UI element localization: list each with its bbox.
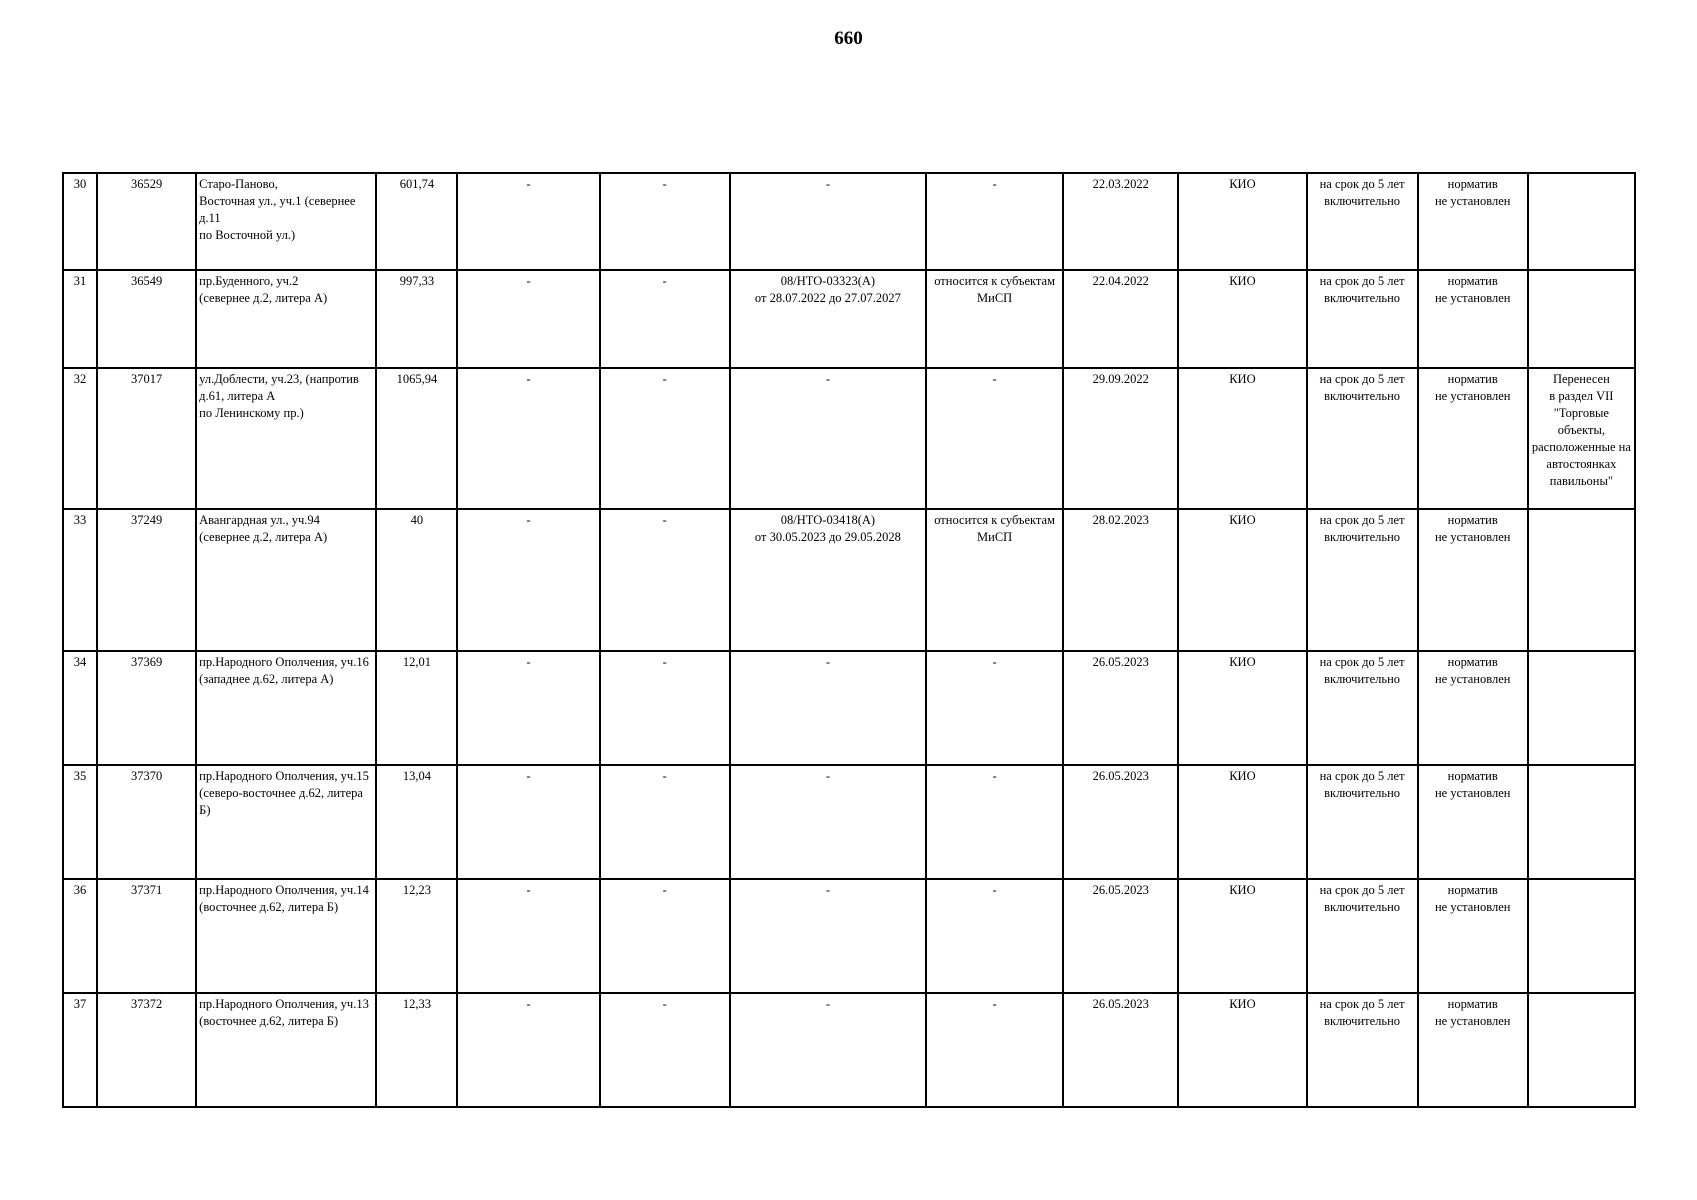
term-cell: на срок до 5 лет включительно bbox=[1307, 993, 1418, 1107]
term-cell: на срок до 5 лет включительно bbox=[1307, 270, 1418, 368]
term-cell: на срок до 5 лет включительно bbox=[1307, 509, 1418, 651]
date-cell: 22.04.2022 bbox=[1063, 270, 1178, 368]
object-id: 36549 bbox=[97, 270, 196, 368]
row-number: 30 bbox=[63, 173, 97, 270]
note-cell: Перенесен в раздел VII "Торговые объекты, расположенные на автостоянках павильоны" bbox=[1528, 368, 1635, 509]
column-5-cell: - bbox=[457, 173, 599, 270]
table-row bbox=[63, 368, 1635, 509]
note-cell bbox=[1528, 509, 1635, 651]
category-cell: - bbox=[926, 765, 1063, 879]
column-5-cell: - bbox=[457, 879, 599, 993]
object-id: 37371 bbox=[97, 879, 196, 993]
norm-cell: норматив не установлен bbox=[1418, 270, 1528, 368]
category-cell: - bbox=[926, 879, 1063, 993]
address-cell: пр.Народного Ополчения, уч.14 (восточнее д.62, литера Б) bbox=[196, 879, 376, 993]
contract-cell: - bbox=[730, 765, 926, 879]
address-cell: Авангардная ул., уч.94 (севернее д.2, литера А) bbox=[196, 509, 376, 651]
object-id: 37017 bbox=[97, 368, 196, 509]
category-cell: относится к субъектам МиСП bbox=[926, 509, 1063, 651]
category-cell: - bbox=[926, 993, 1063, 1107]
table-row bbox=[63, 765, 1635, 879]
date-cell: 29.09.2022 bbox=[1063, 368, 1178, 509]
page-number: 660 bbox=[834, 28, 863, 49]
column-6-cell: - bbox=[600, 368, 730, 509]
area-cell: 601,74 bbox=[376, 173, 457, 270]
column-6-cell: - bbox=[600, 509, 730, 651]
note-cell bbox=[1528, 993, 1635, 1107]
category-cell: - bbox=[926, 368, 1063, 509]
note-cell bbox=[1528, 765, 1635, 879]
org-cell: КИО bbox=[1178, 993, 1306, 1107]
contract-cell: - bbox=[730, 368, 926, 509]
registry-table bbox=[62, 172, 1636, 1108]
norm-cell: норматив не установлен bbox=[1418, 509, 1528, 651]
column-5-cell: - bbox=[457, 765, 599, 879]
area-cell: 40 bbox=[376, 509, 457, 651]
term-cell: на срок до 5 лет включительно bbox=[1307, 173, 1418, 270]
term-cell: на срок до 5 лет включительно bbox=[1307, 368, 1418, 509]
note-cell bbox=[1528, 879, 1635, 993]
column-6-cell: - bbox=[600, 173, 730, 270]
norm-cell: норматив не установлен bbox=[1418, 368, 1528, 509]
table-row bbox=[63, 509, 1635, 651]
object-id: 37372 bbox=[97, 993, 196, 1107]
area-cell: 12,33 bbox=[376, 993, 457, 1107]
term-cell: на срок до 5 лет включительно bbox=[1307, 651, 1418, 765]
column-5-cell: - bbox=[457, 993, 599, 1107]
note-cell bbox=[1528, 270, 1635, 368]
row-number: 36 bbox=[63, 879, 97, 993]
table-row bbox=[63, 993, 1635, 1107]
area-cell: 997,33 bbox=[376, 270, 457, 368]
row-number: 35 bbox=[63, 765, 97, 879]
norm-cell: норматив не установлен bbox=[1418, 173, 1528, 270]
note-cell bbox=[1528, 173, 1635, 270]
address-cell: пр.Народного Ополчения, уч.15 (северо-восточнее д.62, литера Б) bbox=[196, 765, 376, 879]
row-number: 31 bbox=[63, 270, 97, 368]
row-number: 33 bbox=[63, 509, 97, 651]
term-cell: на срок до 5 лет включительно bbox=[1307, 879, 1418, 993]
row-number: 37 bbox=[63, 993, 97, 1107]
address-cell: ул.Доблести, уч.23, (напротив д.61, литера А по Ленинскому пр.) bbox=[196, 368, 376, 509]
address-cell: Старо-Паново, Восточная ул., уч.1 (севернее д.11 по Восточной ул.) bbox=[196, 173, 376, 270]
org-cell: КИО bbox=[1178, 879, 1306, 993]
note-cell bbox=[1528, 651, 1635, 765]
date-cell: 26.05.2023 bbox=[1063, 993, 1178, 1107]
column-5-cell: - bbox=[457, 651, 599, 765]
address-cell: пр.Народного Ополчения, уч.13 (восточнее д.62, литера Б) bbox=[196, 993, 376, 1107]
org-cell: КИО bbox=[1178, 270, 1306, 368]
contract-cell: - bbox=[730, 651, 926, 765]
object-id: 37369 bbox=[97, 651, 196, 765]
category-cell: относится к субъектам МиСП bbox=[926, 270, 1063, 368]
column-6-cell: - bbox=[600, 879, 730, 993]
term-cell: на срок до 5 лет включительно bbox=[1307, 765, 1418, 879]
contract-cell: - bbox=[730, 879, 926, 993]
norm-cell: норматив не установлен bbox=[1418, 879, 1528, 993]
area-cell: 12,01 bbox=[376, 651, 457, 765]
column-5-cell: - bbox=[457, 270, 599, 368]
area-cell: 1065,94 bbox=[376, 368, 457, 509]
table-row bbox=[63, 879, 1635, 993]
table-row bbox=[63, 651, 1635, 765]
date-cell: 26.05.2023 bbox=[1063, 651, 1178, 765]
address-cell: пр.Буденного, уч.2 (севернее д.2, литера А) bbox=[196, 270, 376, 368]
contract-cell: - bbox=[730, 993, 926, 1107]
org-cell: КИО bbox=[1178, 651, 1306, 765]
column-6-cell: - bbox=[600, 765, 730, 879]
row-number: 32 bbox=[63, 368, 97, 509]
column-5-cell: - bbox=[457, 368, 599, 509]
date-cell: 28.02.2023 bbox=[1063, 509, 1178, 651]
table-row bbox=[63, 270, 1635, 368]
column-6-cell: - bbox=[600, 270, 730, 368]
address-cell: пр.Народного Ополчения, уч.16 (западнее д.62, литера А) bbox=[196, 651, 376, 765]
norm-cell: норматив не установлен bbox=[1418, 765, 1528, 879]
object-id: 37249 bbox=[97, 509, 196, 651]
column-6-cell: - bbox=[600, 651, 730, 765]
org-cell: КИО bbox=[1178, 173, 1306, 270]
contract-cell: - bbox=[730, 173, 926, 270]
org-cell: КИО bbox=[1178, 509, 1306, 651]
norm-cell: норматив не установлен bbox=[1418, 651, 1528, 765]
column-5-cell: - bbox=[457, 509, 599, 651]
date-cell: 26.05.2023 bbox=[1063, 765, 1178, 879]
column-6-cell: - bbox=[600, 993, 730, 1107]
org-cell: КИО bbox=[1178, 368, 1306, 509]
contract-cell: 08/НТО-03418(А) от 30.05.2023 до 29.05.2028 bbox=[730, 509, 926, 651]
area-cell: 13,04 bbox=[376, 765, 457, 879]
date-cell: 22.03.2022 bbox=[1063, 173, 1178, 270]
date-cell: 26.05.2023 bbox=[1063, 879, 1178, 993]
row-number: 34 bbox=[63, 651, 97, 765]
norm-cell: норматив не установлен bbox=[1418, 993, 1528, 1107]
table-row bbox=[63, 173, 1635, 270]
object-id: 36529 bbox=[97, 173, 196, 270]
object-id: 37370 bbox=[97, 765, 196, 879]
category-cell: - bbox=[926, 651, 1063, 765]
org-cell: КИО bbox=[1178, 765, 1306, 879]
area-cell: 12,23 bbox=[376, 879, 457, 993]
category-cell: - bbox=[926, 173, 1063, 270]
contract-cell: 08/НТО-03323(А) от 28.07.2022 до 27.07.2027 bbox=[730, 270, 926, 368]
